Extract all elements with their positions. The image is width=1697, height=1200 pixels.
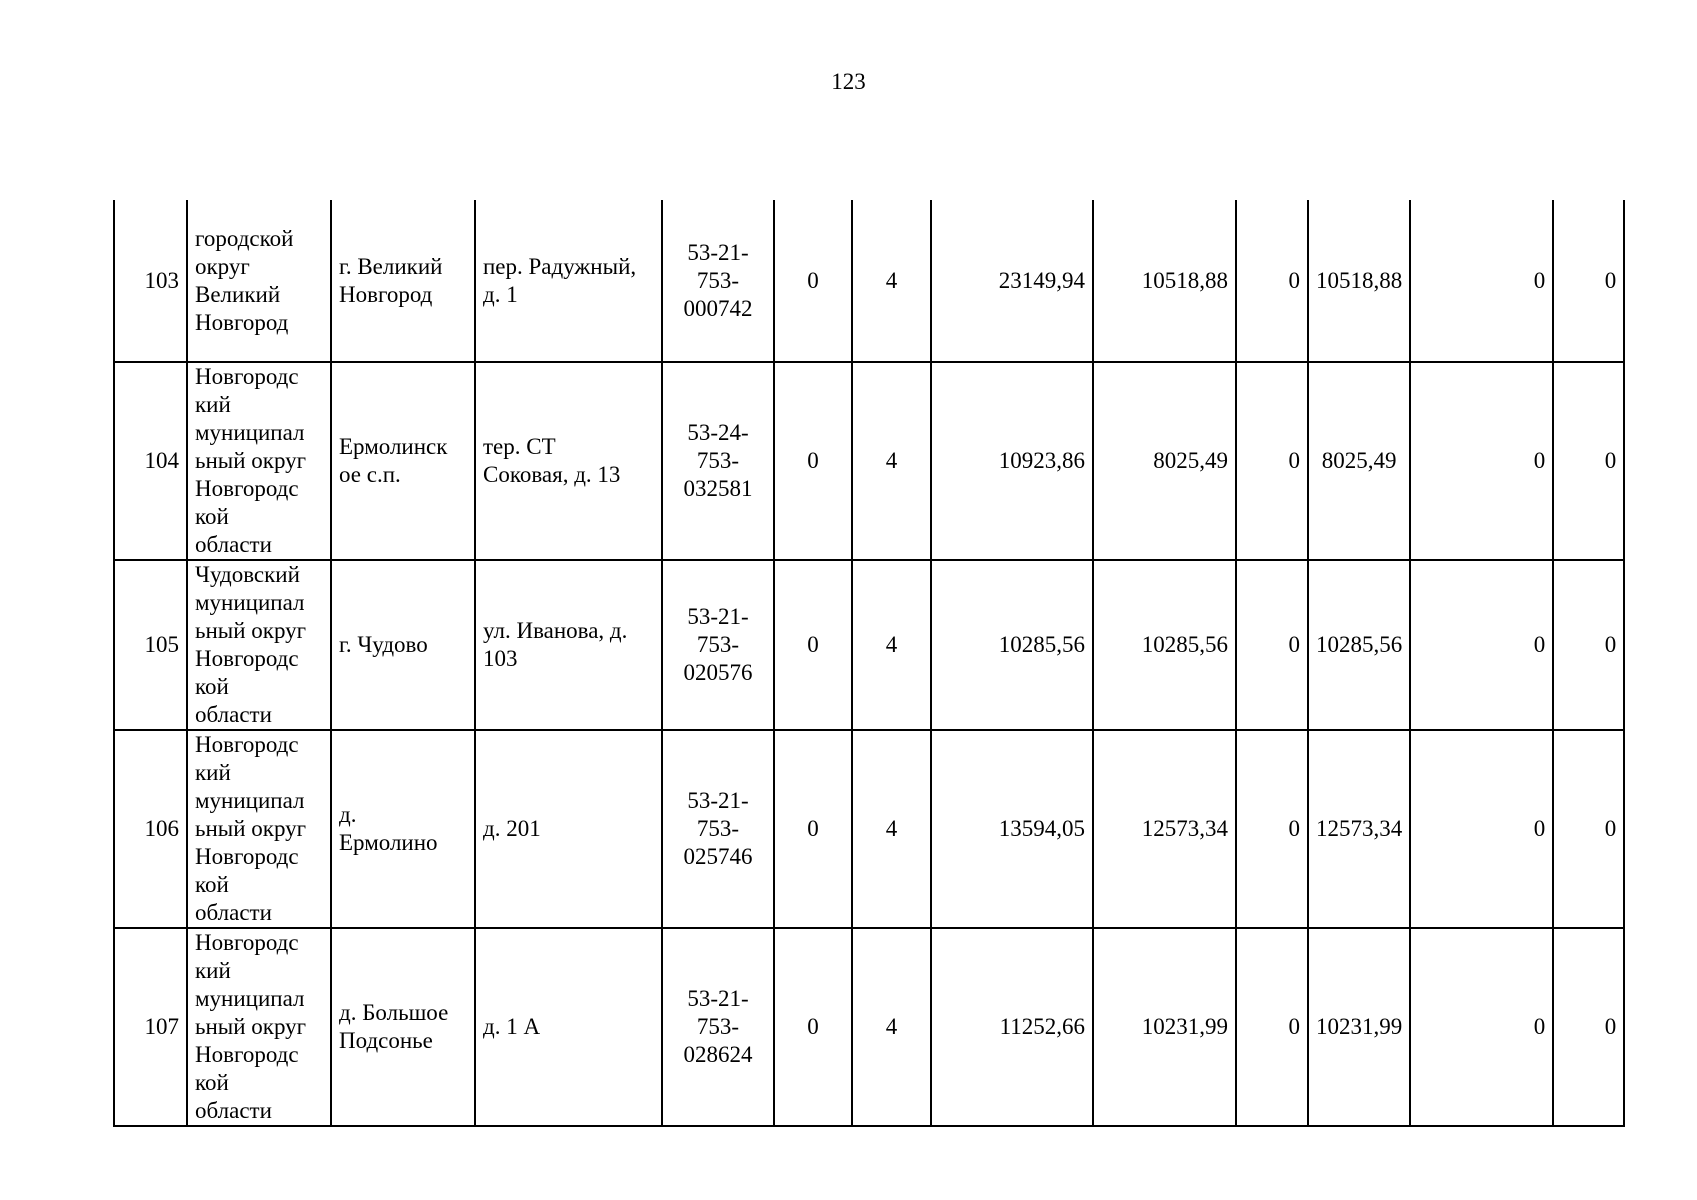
- settlement-cell: Ермолинск ое с.п.: [331, 362, 475, 560]
- col8-cell: 10285,56: [931, 560, 1093, 730]
- municipality-cell: Новгородс кий муниципал ьный округ Новгородс кой области: [187, 730, 331, 928]
- col9-cell: 10518,88: [1093, 200, 1236, 362]
- table-row: [114, 928, 1624, 1126]
- col10-cell: 0: [1236, 730, 1308, 928]
- col9-cell: 10285,56: [1093, 560, 1236, 730]
- col6-cell: 0: [774, 730, 852, 928]
- col6-cell: 0: [774, 928, 852, 1126]
- col11-cell: 10285,56: [1308, 560, 1410, 730]
- municipality-cell: Новгородс кий муниципал ьный округ Новгородс кой области: [187, 362, 331, 560]
- municipality-cell: Новгородс кий муниципал ьный округ Новгородс кой области: [187, 928, 331, 1126]
- row-number: 105: [114, 560, 187, 730]
- col12-cell: 0: [1410, 928, 1553, 1126]
- address-cell: д. 1 А: [475, 928, 662, 1126]
- table-row: [114, 362, 1624, 560]
- col13-cell: 0: [1553, 362, 1624, 560]
- col6-cell: 0: [774, 200, 852, 362]
- col8-cell: 11252,66: [931, 928, 1093, 1126]
- col10-cell: 0: [1236, 928, 1308, 1126]
- col13-cell: 0: [1553, 560, 1624, 730]
- col11-cell: 12573,34: [1308, 730, 1410, 928]
- col8-cell: 23149,94: [931, 200, 1093, 362]
- address-cell: д. 201: [475, 730, 662, 928]
- col8-cell: 13594,05: [931, 730, 1093, 928]
- settlement-cell: г. Чудово: [331, 560, 475, 730]
- col10-cell: 0: [1236, 200, 1308, 362]
- code-cell: 53-21- 753- 020576: [662, 560, 774, 730]
- col11-cell: 10518,88: [1308, 200, 1410, 362]
- col8-cell: 10923,86: [931, 362, 1093, 560]
- municipality-cell: городской округ Великий Новгород: [187, 200, 331, 362]
- col10-cell: 0: [1236, 362, 1308, 560]
- col7-cell: 4: [852, 928, 931, 1126]
- col13-cell: 0: [1553, 928, 1624, 1126]
- col6-cell: 0: [774, 560, 852, 730]
- table-body: [114, 200, 1624, 1126]
- col7-cell: 4: [852, 200, 931, 362]
- row-number: 106: [114, 730, 187, 928]
- table-row: [114, 730, 1624, 928]
- col11-cell: 8025,49: [1308, 362, 1410, 560]
- col10-cell: 0: [1236, 560, 1308, 730]
- row-number: 107: [114, 928, 187, 1126]
- code-cell: 53-24- 753- 032581: [662, 362, 774, 560]
- col12-cell: 0: [1410, 362, 1553, 560]
- col7-cell: 4: [852, 560, 931, 730]
- col13-cell: 0: [1553, 200, 1624, 362]
- col7-cell: 4: [852, 730, 931, 928]
- table-row: [114, 200, 1624, 362]
- address-cell: ул. Иванова, д. 103: [475, 560, 662, 730]
- col13-cell: 0: [1553, 730, 1624, 928]
- table-row: [114, 560, 1624, 730]
- municipality-cell: Чудовский муниципал ьный округ Новгородс кой области: [187, 560, 331, 730]
- col12-cell: 0: [1410, 200, 1553, 362]
- col6-cell: 0: [774, 362, 852, 560]
- row-number: 104: [114, 362, 187, 560]
- col9-cell: 8025,49: [1093, 362, 1236, 560]
- code-cell: 53-21- 753- 000742: [662, 200, 774, 362]
- col9-cell: 12573,34: [1093, 730, 1236, 928]
- settlement-cell: г. Великий Новгород: [331, 200, 475, 362]
- address-cell: тер. СТ Соковая, д. 13: [475, 362, 662, 560]
- settlement-cell: д. Большое Подсонье: [331, 928, 475, 1126]
- col12-cell: 0: [1410, 560, 1553, 730]
- code-cell: 53-21- 753- 025746: [662, 730, 774, 928]
- address-cell: пер. Радужный, д. 1: [475, 200, 662, 362]
- code-cell: 53-21- 753- 028624: [662, 928, 774, 1126]
- col7-cell: 4: [852, 362, 931, 560]
- col9-cell: 10231,99: [1093, 928, 1236, 1126]
- col11-cell: 10231,99: [1308, 928, 1410, 1126]
- data-table: [113, 200, 1625, 1127]
- settlement-cell: д. Ермолино: [331, 730, 475, 928]
- col12-cell: 0: [1410, 730, 1553, 928]
- row-number: 103: [114, 200, 187, 362]
- page-number: 123: [831, 69, 866, 94]
